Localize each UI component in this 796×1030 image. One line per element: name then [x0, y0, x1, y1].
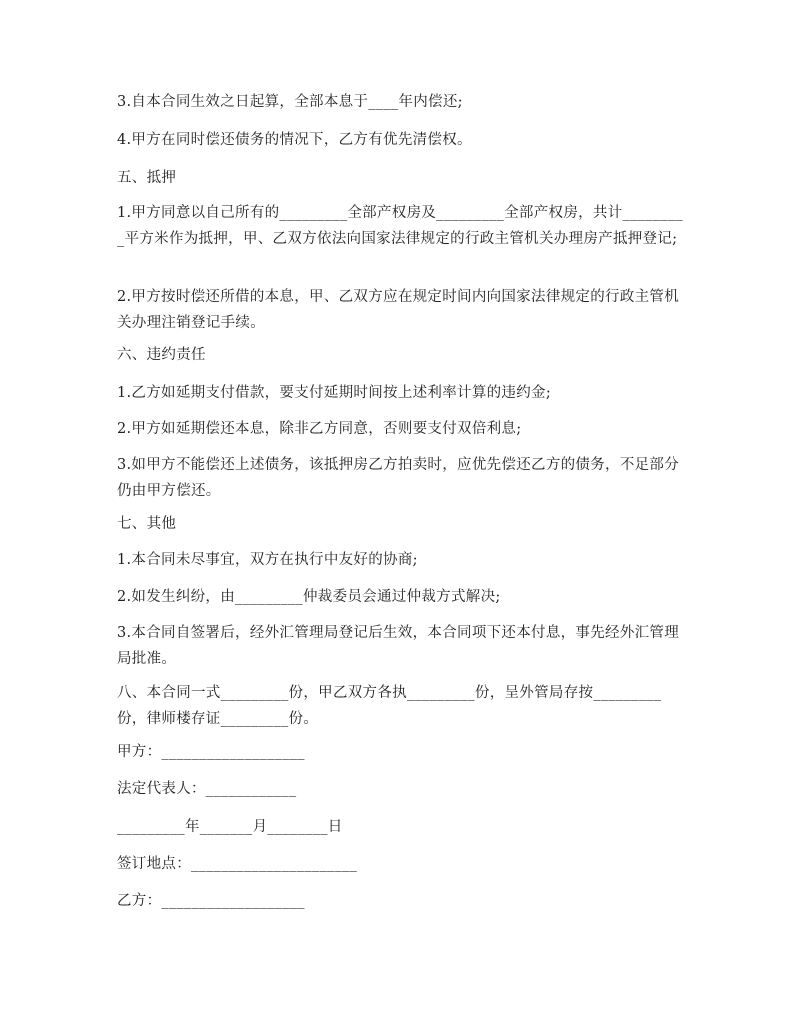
- mortgage-clause-1: 1.甲方同意以自己所有的_________全部产权房及_________全部产权房，共计_________平方米作为抵押，甲、乙双方依法向国家法律规定的行政主管机关办理房产抵押登记;: [117, 205, 683, 247]
- clause-3-repayment-term: 3.自本合同生效之日起算，全部本息于____年内偿还;: [117, 94, 463, 110]
- signing-place-line: 签订地点：______________________: [117, 856, 358, 872]
- section-8-copies: 八、本合同一式_________份，甲乙双方各执_________份，呈外管局存按_________份，律师楼存证_________份。: [117, 685, 662, 727]
- party-b-signature-line: 乙方：___________________: [117, 893, 305, 909]
- breach-clause-1: 1.乙方如延期支付借款，要支付延期时间按上述利率计算的违约金;: [117, 385, 552, 401]
- other-clause-3: 3.本合同自签署后，经外汇管理局登记后生效，本合同项下还本付息，事先经外汇管理局批准。: [117, 625, 680, 667]
- section-heading-breach: 六、违约责任: [117, 347, 206, 363]
- breach-clause-2: 2.甲方如延期偿还本息，除非乙方同意，否则要支付双倍利息;: [117, 421, 522, 437]
- mortgage-clause-2: 2.甲方按时偿还所借的本息，甲、乙双方应在规定时间内向国家法律规定的行政主管机关办理注销登记手续。: [117, 289, 680, 331]
- clause-4-priority-right: 4.甲方在同时偿还债务的情况下，乙方有优先清偿权。: [117, 132, 472, 148]
- other-clause-1: 1.本合同未尽事宜，双方在执行中友好的协商;: [117, 552, 418, 568]
- other-clause-2: 2.如发生纠纷，由_________仲裁委员会通过仲裁方式解决;: [117, 589, 501, 605]
- party-a-signature-line: 甲方：___________________: [117, 744, 305, 760]
- section-heading-mortgage: 五、抵押: [117, 170, 177, 186]
- date-line: _________年_______月________日: [117, 819, 343, 835]
- section-heading-other: 七、其他: [117, 516, 177, 532]
- legal-representative-line: 法定代表人：____________: [117, 781, 297, 797]
- breach-clause-3: 3.如甲方不能偿还上述债务，该抵押房乙方拍卖时，应优先偿还乙方的债务，不足部分仍由甲方偿还。: [117, 457, 680, 499]
